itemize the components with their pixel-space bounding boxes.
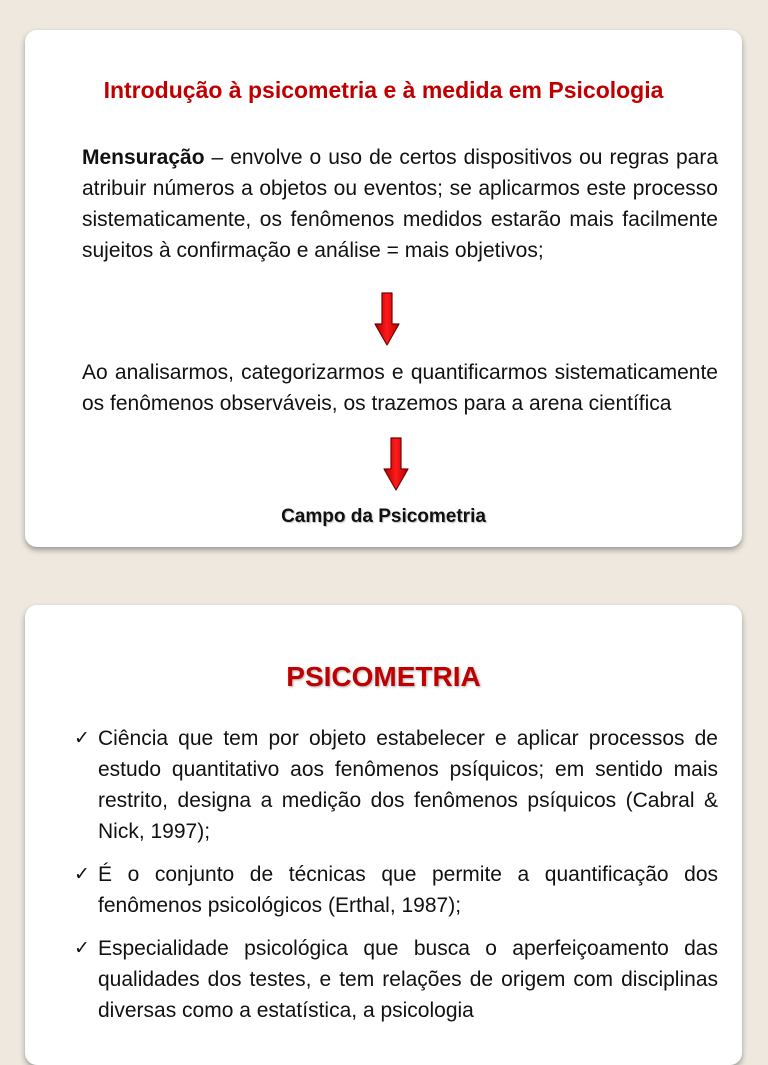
- checkmark-icon: ✓: [74, 863, 90, 885]
- list-item: [74, 933, 718, 1026]
- mensuracao-paragraph: [82, 142, 718, 266]
- list-item-text: É o conjunto de técnicas que permite a quantificação dos fenômenos psicológicos (Erthal, 1987);: [98, 863, 718, 917]
- checkmark-icon: ✓: [74, 937, 90, 959]
- slide-title: PSICOMETRIA: [286, 661, 481, 692]
- arrow-down-icon: [374, 292, 400, 346]
- list-item-text: Especialidade psicológica que busca o aperfeiçoamento das qualidades dos testes, e tem relações de origem com disciplinas diversas como a estatística, a psicologia: [98, 937, 718, 1022]
- slide-title: Introdução à psicometria e à medida em Psicologia: [103, 77, 664, 103]
- list-item-text: Ciência que tem por objeto estabelecer e aplicar processos de estudo quantitativo aos fenômenos psíquicos; em sentido mais restrito, designa a medição dos fenômenos psíquicos (Cabral & Nick, 1997);: [98, 727, 718, 843]
- slide-card-psicometria: [25, 605, 742, 1065]
- campo-psicometria-label: Campo da Psicometria: [281, 506, 486, 527]
- checkmark-icon: ✓: [74, 727, 90, 749]
- list-item: [74, 859, 718, 921]
- list-item: [74, 723, 718, 847]
- analise-paragraph: Ao analisarmos, categorizarmos e quantificarmos sistematicamente os fenômenos observáveis, os trazemos para a arena científica: [82, 361, 718, 415]
- mensuracao-definition: – envolve o uso de certos dispositivos ou regras para atribuir números a objetos ou eventos; se aplicarmos este processo sistematicamente, os fenômenos medidos estarão mais facilmente sujeitos à confirmação e análise = mais objetivos;: [82, 146, 718, 262]
- arrow-down-icon: [383, 437, 409, 491]
- mensuracao-term: Mensuração: [82, 146, 205, 169]
- slide-card-introducao: [25, 30, 742, 547]
